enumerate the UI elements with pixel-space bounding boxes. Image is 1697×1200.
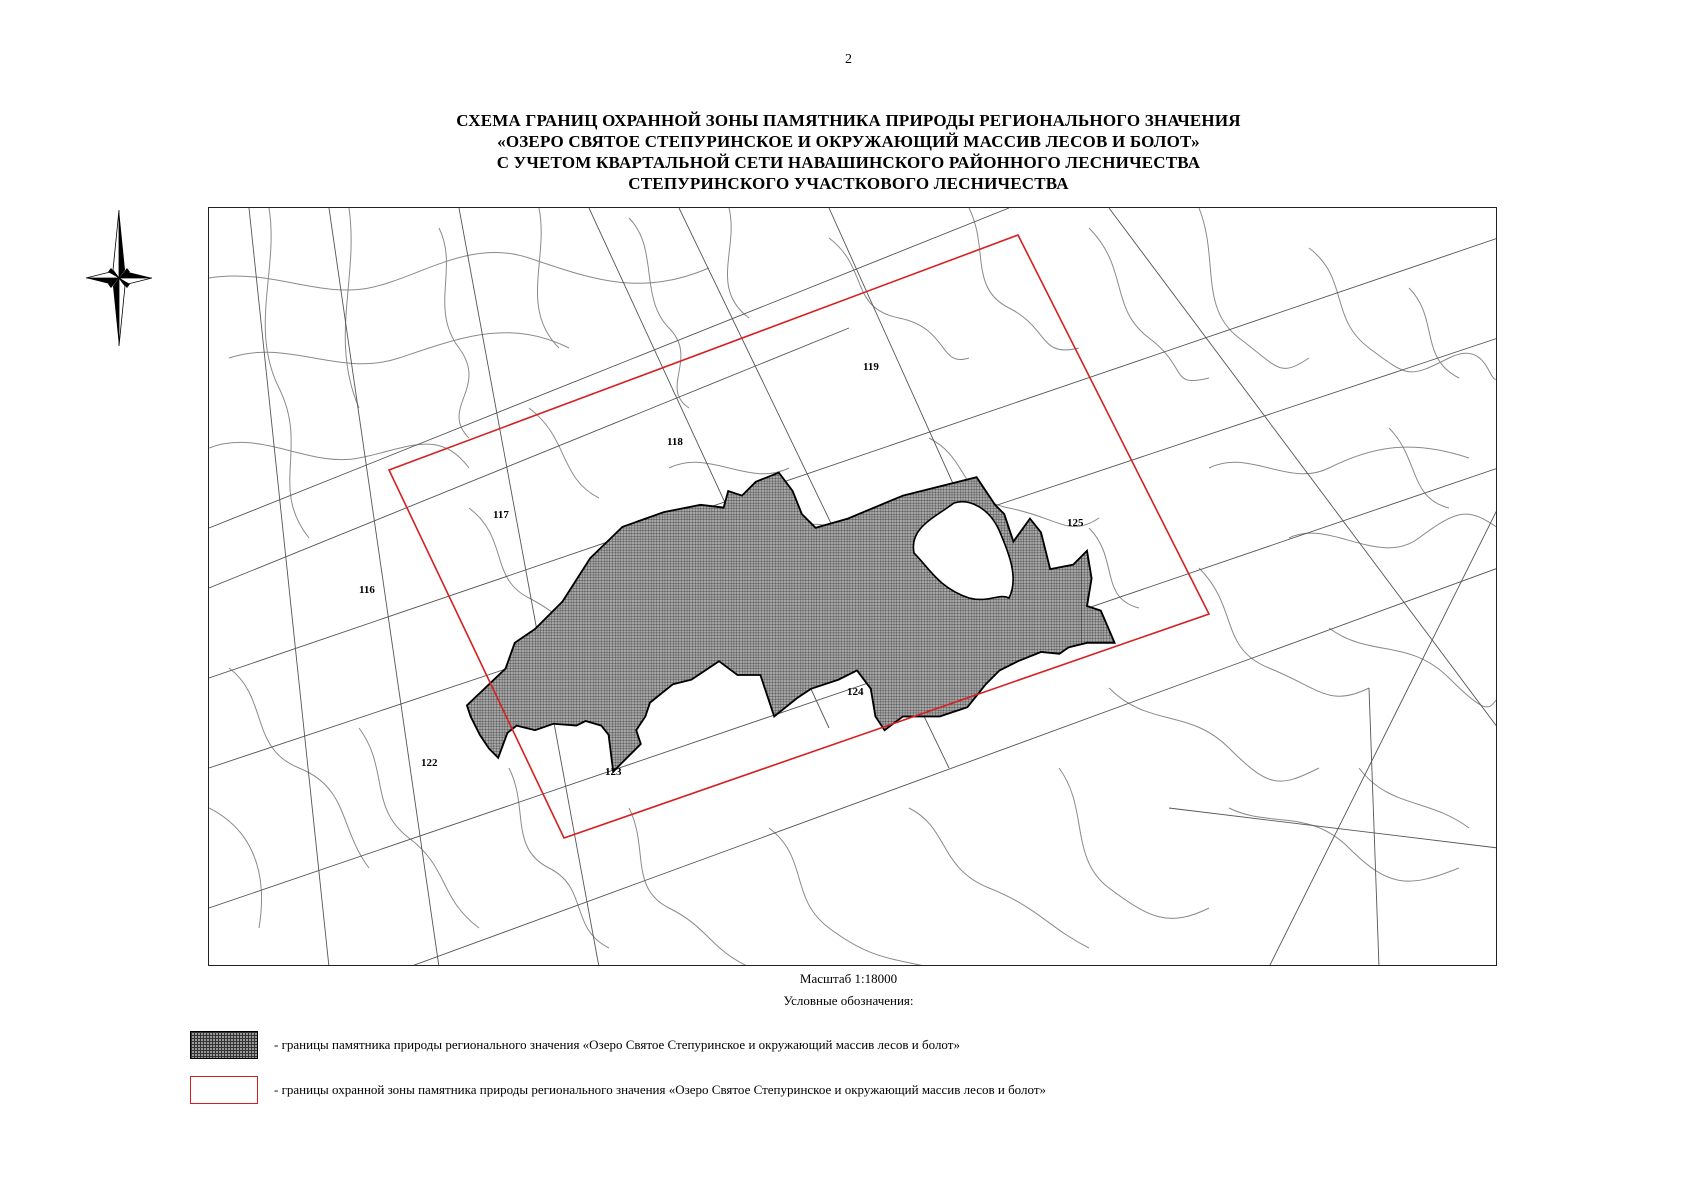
quarter-label: 118 [667, 436, 683, 448]
red-outline-swatch [190, 1076, 258, 1104]
crosshatch-swatch [190, 1031, 258, 1059]
quarter-label: 124 [847, 686, 864, 698]
quarter-label: 117 [493, 509, 509, 521]
map-canvas [209, 208, 1497, 966]
nature-monument-area [467, 473, 1115, 772]
legend-item-protected-zone [190, 1076, 1046, 1104]
map-scale: Масштаб 1:18000 [799, 971, 898, 986]
title-line-2: «ОЗЕРО СВЯТОЕ СТЕПУРИНСКОЕ И ОКРУЖАЮЩИЙ МАССИВ ЛЕСОВ И БОЛОТ» [497, 132, 1200, 151]
page-number: 2 [845, 52, 852, 67]
legend-item-text: - границы охранной зоны памятника природы регионального значения «Озеро Святое Степуринское и окружающий массив лесов и болот» [274, 1082, 1047, 1097]
quarter-label: 122 [421, 757, 438, 769]
quarter-label: 125 [1067, 517, 1084, 529]
legend-item-monument [190, 1031, 960, 1059]
legend-item-text: - границы памятника природы регионального значения «Озеро Святое Степуринское и окружающий массив лесов и болот» [274, 1037, 960, 1052]
title-line-3: С УЧЕТОМ КВАРТАЛЬНОЙ СЕТИ НАВАШИНСКОГО РАЙОННОГО ЛЕСНИЧЕСТВА [496, 153, 1201, 172]
quarter-label: 119 [863, 361, 879, 373]
title-line-1: СХЕМА ГРАНИЦ ОХРАННОЙ ЗОНЫ ПАМЯТНИКА ПРИРОДЫ РЕГИОНАЛЬНОГО ЗНАЧЕНИЯ [456, 111, 1241, 130]
title-line-4: СТЕПУРИНСКОГО УЧАСТКОВОГО ЛЕСНИЧЕСТВА [628, 174, 1069, 193]
quarter-label: 123 [605, 766, 622, 778]
north-arrow-compass-rose-icon [84, 208, 154, 348]
quarter-label: 116 [359, 584, 375, 596]
map-frame [208, 207, 1497, 966]
map-title [0, 110, 1697, 194]
legend-title: Условные обозначения: [783, 993, 914, 1008]
